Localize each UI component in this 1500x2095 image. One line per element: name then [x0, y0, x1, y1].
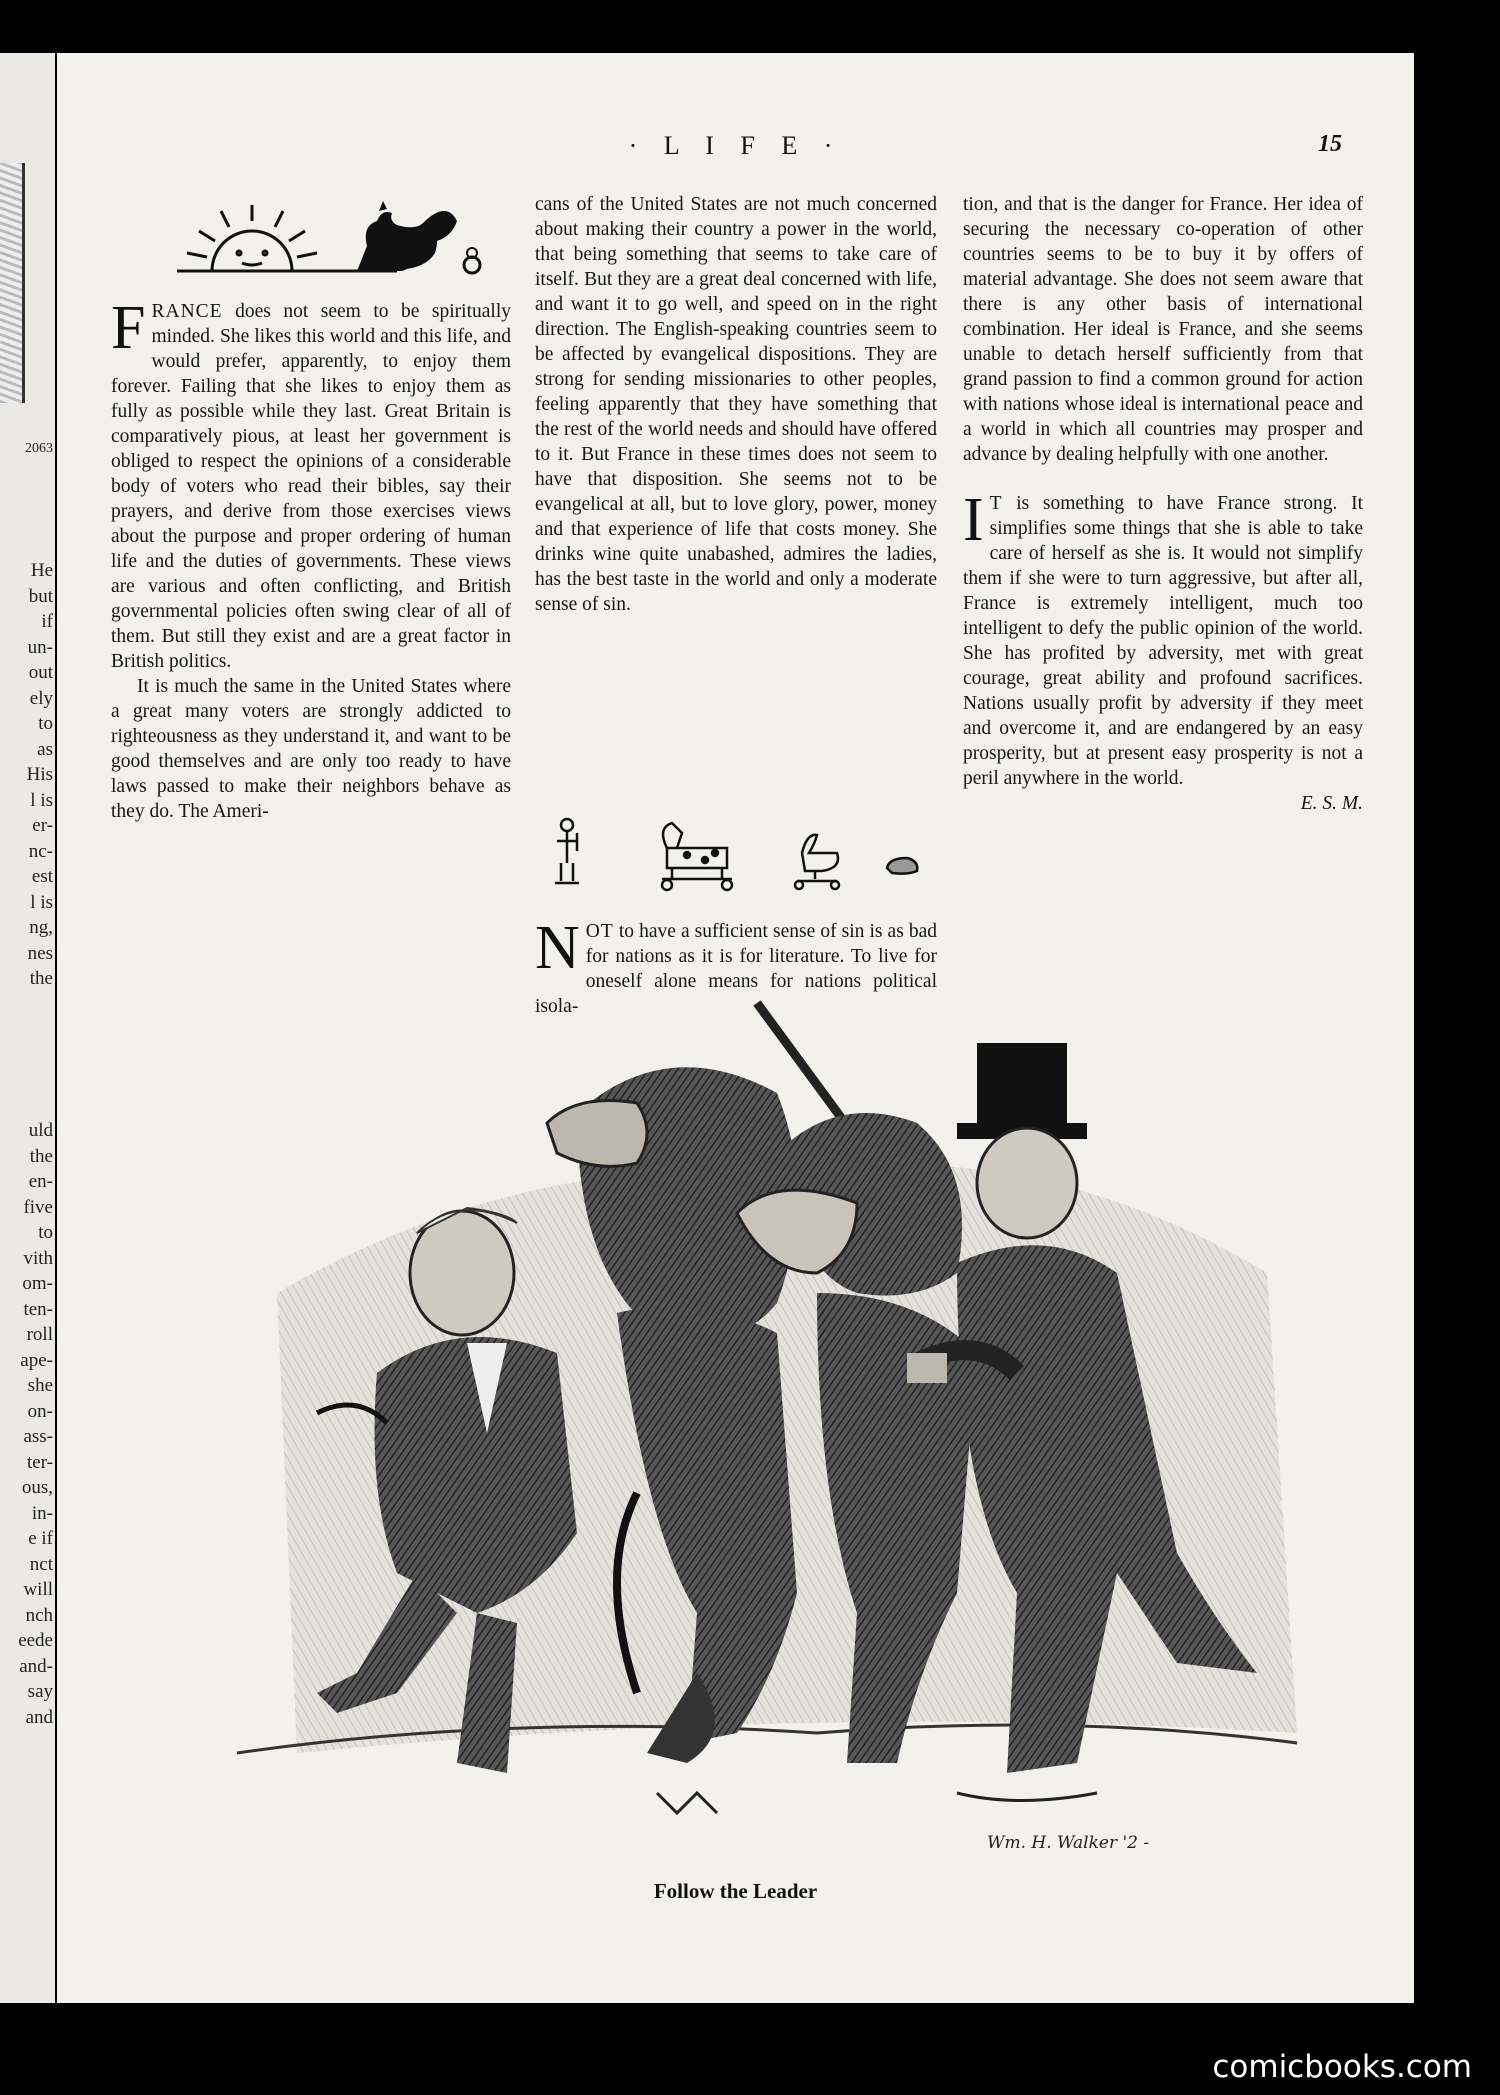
paragraph: cans of the United States are not much concerned about making their country a power in the world, that being something that seems to take care of itself. But they are a great deal concerned with life, and want it to go well, and speed on in the right direction. The English-speaking countries seem to be affected by evangelical dispositions. They are strong for sending missionaries to other peoples, feeling apparently that they have something that the rest of the world needs and should have offered to it. But France in these times does not seem to have that disposition. She seems not to be evangelical at all, but to love glory, power, money and that experience of life that costs money. She drinks wine quite unabashed, admires the ladies, has the best taste in the world and only a moderate sense of sin. — [535, 194, 937, 615]
previous-page-fragment: nes — [27, 942, 53, 964]
previous-page-fragment: the — [29, 968, 53, 989]
previous-page-fragment: ely — [29, 687, 53, 709]
previous-page-fragment: and — [25, 1706, 53, 1728]
previous-page-fragment: nc- — [28, 840, 53, 862]
masthead: · L I F E · — [628, 131, 843, 160]
sun-rooster-vignette — [157, 191, 517, 291]
previous-page-illustration-fragment — [0, 163, 25, 403]
paragraph-text: is something to have France strong. It simplifies some things that she is able to take care of herself as she is. It would not simplify them if she were to turn aggressive, but after all, France is extremely intelligent, much too intelligent to defy the public opinion of the world. She has profited by adversity, met with great courage, great ability and profound sacrifices. Nations usually profit by adversity if they meet and overcome it, and are endangered by an easy prosperity, but at present easy prosperity is not a peril anywhere in the world. — [963, 493, 1363, 789]
previous-page-fragment: as — [37, 738, 53, 760]
drop-cap: I — [963, 486, 984, 554]
previous-page-fragment: 2063 — [25, 441, 53, 456]
paragraph — [963, 486, 1363, 791]
paragraph-text: does not seem to be spiritually minded. She likes this world and this life, and would prefer, apparently, to enjoy them forever. Failing that she likes to enjoy them as fully as possible while they last. Great Britain is comparatively pious, at least her government is obliged to respect the opinions of a considerable body of voters who read their bibles, say their prayers, and derive from those exercises views about the purpose and proper ordering of human life and the duties of governments. These views are various and often conflicting, and British governmental policies often swing clear of all of them. But still they exist and are a great factor in British politics. — [111, 301, 511, 672]
lead-word: RANCE — [151, 301, 223, 322]
paragraph-text: to have a sufficient sense of sin is as bad for nations as it is for literature. To live for oneself alone means for nations political isola- — [535, 921, 937, 1017]
page-header — [57, 131, 1414, 171]
previous-page-fragment: om- — [22, 1273, 53, 1294]
previous-page-fragment: on- — [27, 1400, 53, 1422]
previous-page-edge — [0, 53, 55, 2003]
previous-page-fragment: un- — [27, 636, 53, 658]
previous-page-fragment: five — [23, 1196, 53, 1218]
previous-page-fragment: e if — [28, 1528, 53, 1549]
paragraph: tion, and that is the danger for France. Her idea of securing the necessary co-operation of other countries seems to be to buy it by offers of material advantage. She does not seem aware that there is any other basis of international combination. Her ideal is France, and she seems unable to detach herself sufficiently from that grand passion to find a common ground for action with nations whose ideal is international peace and a world in which all countries may prosper and advance by dealing helpfully with one another. — [963, 194, 1363, 465]
previous-page-fragment: out — [28, 662, 53, 683]
previous-page-fragment: nch — [25, 1604, 53, 1626]
previous-page-fragment: l is — [30, 789, 53, 811]
paragraph: It is much the same in the United States where a great many voters are strongly addicted to righteousness as they understand it, and want to be good themselves and are only too ready to have laws passed to make their neighbors behave as they do. The Ameri- — [111, 676, 511, 822]
previous-page-fragment: uld — [28, 1120, 53, 1141]
previous-page-fragment: ape- — [20, 1349, 53, 1371]
previous-page-fragment: He — [30, 560, 53, 581]
previous-page-fragment: will — [23, 1579, 53, 1600]
previous-page-fragment: en- — [28, 1171, 53, 1192]
previous-page-fragment: l is — [30, 891, 53, 913]
previous-page-fragment: His — [26, 764, 53, 785]
previous-page-fragment: say — [27, 1681, 53, 1702]
page-number: 15 — [1318, 131, 1342, 157]
previous-page-fragment: ass- — [23, 1426, 53, 1447]
lead-word: OT — [585, 921, 614, 942]
paragraph — [111, 294, 511, 674]
previous-page-fragment: ous, — [21, 1477, 53, 1498]
previous-page-fragment: to — [38, 1222, 53, 1243]
lead-word: T — [989, 493, 1003, 514]
previous-page-fragment: vith — [23, 1247, 53, 1269]
artist-signature: Wm. H. Walker '2 - — [987, 1833, 1150, 1853]
previous-page-fragment: nct — [29, 1553, 53, 1575]
drop-cap: F — [111, 294, 146, 362]
drop-cap: N — [535, 914, 580, 982]
previous-page-fragment: the — [29, 1145, 53, 1167]
previous-page-fragment: est — [31, 866, 53, 887]
previous-page-fragment: eede — [18, 1630, 53, 1651]
previous-page-fragment: roll — [26, 1324, 53, 1345]
previous-page-fragment: in- — [31, 1502, 53, 1524]
previous-page-fragment: to — [38, 713, 53, 734]
previous-page-fragment: if — [41, 611, 53, 632]
previous-page-fragment: and- — [19, 1655, 53, 1677]
magazine-page — [57, 53, 1414, 2003]
watermark: comicbooks.com — [1212, 2049, 1472, 2085]
article-column-2 — [535, 192, 937, 617]
article-column-3 — [963, 192, 1363, 816]
article-column-1 — [111, 294, 511, 824]
previous-page-fragment: ng, — [29, 917, 53, 938]
illustration-caption: Follow the Leader — [653, 1879, 818, 1903]
previous-page-fragment: ter- — [27, 1451, 53, 1473]
previous-page-fragment: ten- — [23, 1298, 53, 1320]
previous-page-fragment: but — [28, 585, 53, 607]
toys-vignette — [547, 813, 937, 893]
previous-page-fragment: she — [27, 1375, 53, 1396]
author-signature: E. S. M. — [1300, 793, 1363, 814]
previous-page-fragment: er- — [32, 815, 53, 836]
cartoon-illustration — [217, 973, 1317, 1833]
